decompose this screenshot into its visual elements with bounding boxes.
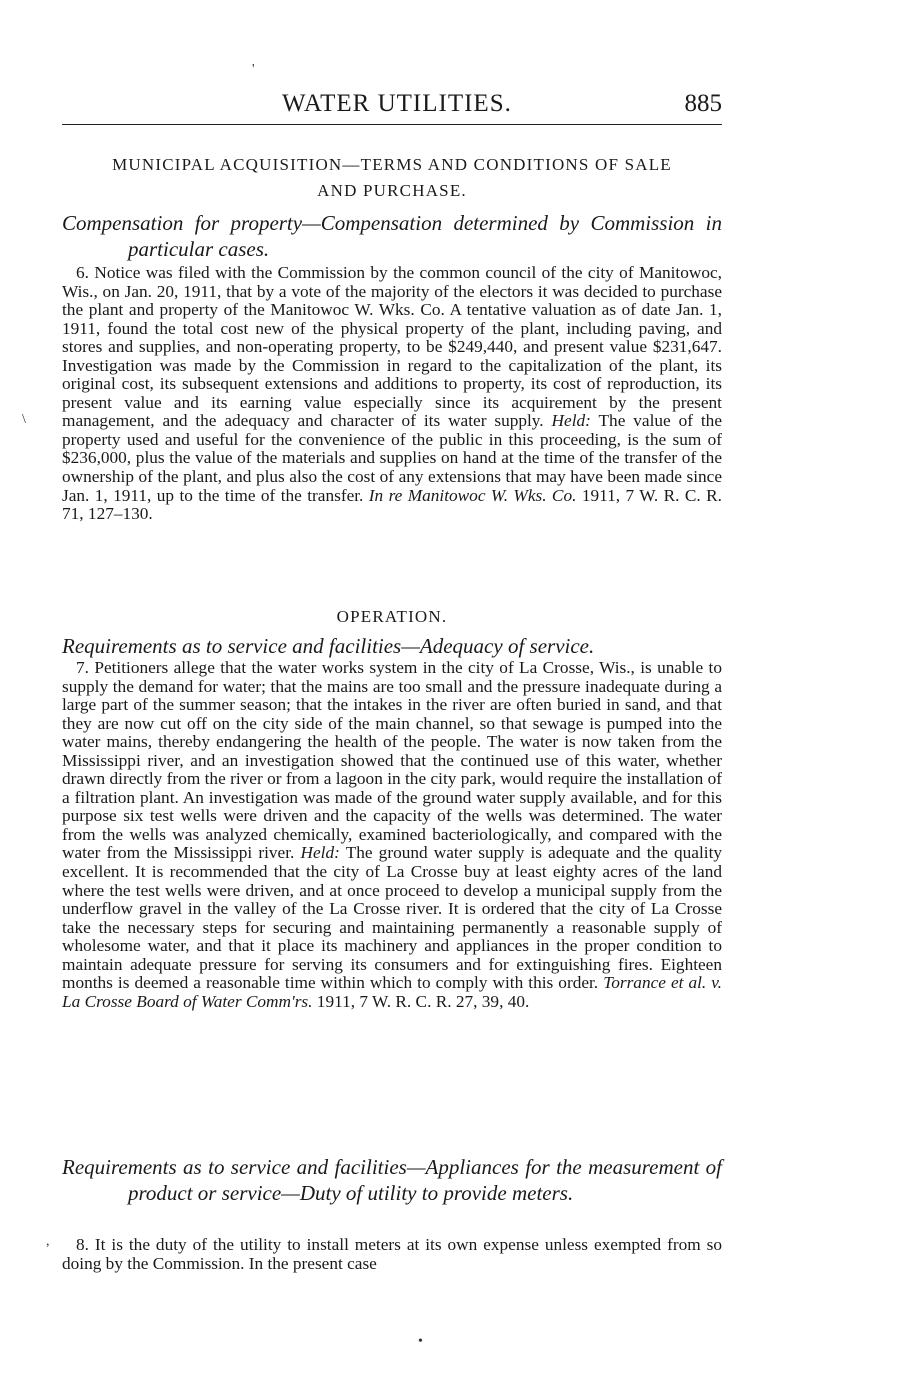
paragraph-7-text: 7. Petitioners allege that the water works system in the city of La Crosse, Wis., is unable to supply the demand for water; that the mains are too small and the pressure inadequate during a large part of the summer season; that the intakes in the river are often buried in sand, and that they are now cut off on the city side of the main channel, so that sewage is pumped into the water mains, thereby endangering the health of the people. The water is now taken from the Mississippi river, and an investigation showed that the continued use of this water, whether drawn directly from the river or from a lagoon in the city park, would require the installation of a filtration plant. An investigation was made of the ground water supply available, and for this purpose six test wells were driven and the capacity of the wells was determined. The water from the wells was analyzed chemically, examined bacteriologically, and compared with the water from the Mississippi river.: [62, 658, 722, 863]
paragraph-8: [62, 1236, 722, 1273]
paragraph-6: [62, 264, 722, 524]
heading-compensation: Compensation for property—Compensation determined by Commission in particular cases.: [62, 211, 722, 261]
running-title: WATER UTILITIES.: [282, 90, 512, 117]
running-header: [62, 90, 722, 125]
held-label: Held:: [551, 411, 591, 431]
paragraph-7-holding: The ground water supply is adequate and the quality excellent. It is recommended that the city of La Crosse buy at least eighty acres of the land where the test wells were driven, and at once proceed to develop a municipal supply from the underflow gravel in the valley of the La Crosse river. It is ordered that the city of La Crosse take the necessary steps for securing and maintaining permanently a reasonable supply of wholesome water, and that it place its machinery and appliances in the proper condition to maintain adequate pressure for serving its consumers and for extinguishing fires. Eighteen months is deemed a reasonable time within which to comply with this order.: [62, 843, 723, 993]
heading-meters: Requirements as to service and facilities—Appliances for the measurement of product or service—Duty of utility to provide meters.: [62, 1155, 722, 1205]
scan-speck: •: [418, 1334, 423, 1349]
held-label: Held:: [300, 843, 340, 863]
section-title-line-1: MUNICIPAL ACQUISITION—TERMS AND CONDITIONS OF SALE: [112, 155, 672, 174]
citation-case-name: In re Manitowoc W. Wks. Co.: [368, 485, 577, 505]
paragraph-6-holding: The value of the property used and useful for the convenience of the public in this proceeding, is the sum of $236,000, plus the value of the materials and supplies on hand at the time of the transfer of the ownership of the plant, and plus also the cost of any extensions that may have been made since Jan. 1, 1911, up to the time of the transfer.: [62, 411, 722, 505]
page-number: 885: [684, 90, 722, 117]
citation-case-name: Torrance et al. v. La Crosse Board of Water Comm'rs.: [62, 973, 722, 1011]
section-title-line-2: AND PURCHASE.: [317, 181, 467, 200]
scan-speck: \: [22, 412, 26, 427]
section-title-municipal-acquisition: [62, 152, 722, 204]
paragraph-7: [62, 659, 722, 1011]
heading-adequacy-of-service: Requirements as to service and facilities—Adequacy of service.: [62, 634, 595, 658]
section-title-operation: OPERATION.: [336, 607, 448, 626]
scan-speck: ,: [46, 1234, 50, 1249]
scan-speck: ': [252, 62, 255, 77]
paragraph-8-text: 8. It is the duty of the utility to install meters at its own expense unless exempted from so doing by the Commission. In the present case: [62, 1235, 722, 1273]
citation-reference: 1911, 7 W. R. C. R. 27, 39, 40.: [316, 991, 530, 1011]
paragraph-6-text: 6. Notice was filed with the Commission by the common council of the city of Manitowoc, Wis., on Jan. 20, 1911, that by a vote of the majority of the electors it was decided to purchase the plant and property of the Manitowoc W. Wks. Co. A tentative valuation as of date Jan. 1, 1911, found the total cost new of the physical property of the plant, including paving, and stores and supplies, and non-operating property, to be $249,440, and present value $231,647. Investigation was made by the Commission in regard to the capitalization of the plant, its original cost, its subsequent extensions and additions to property, its cost of reproduction, its present value and its earning value especially since its acquirement by the present management, and the adequacy and character of its water supply.: [62, 263, 722, 431]
citation-reference: 1911, 7 W. R. C. R. 71, 127–130.: [62, 485, 722, 524]
